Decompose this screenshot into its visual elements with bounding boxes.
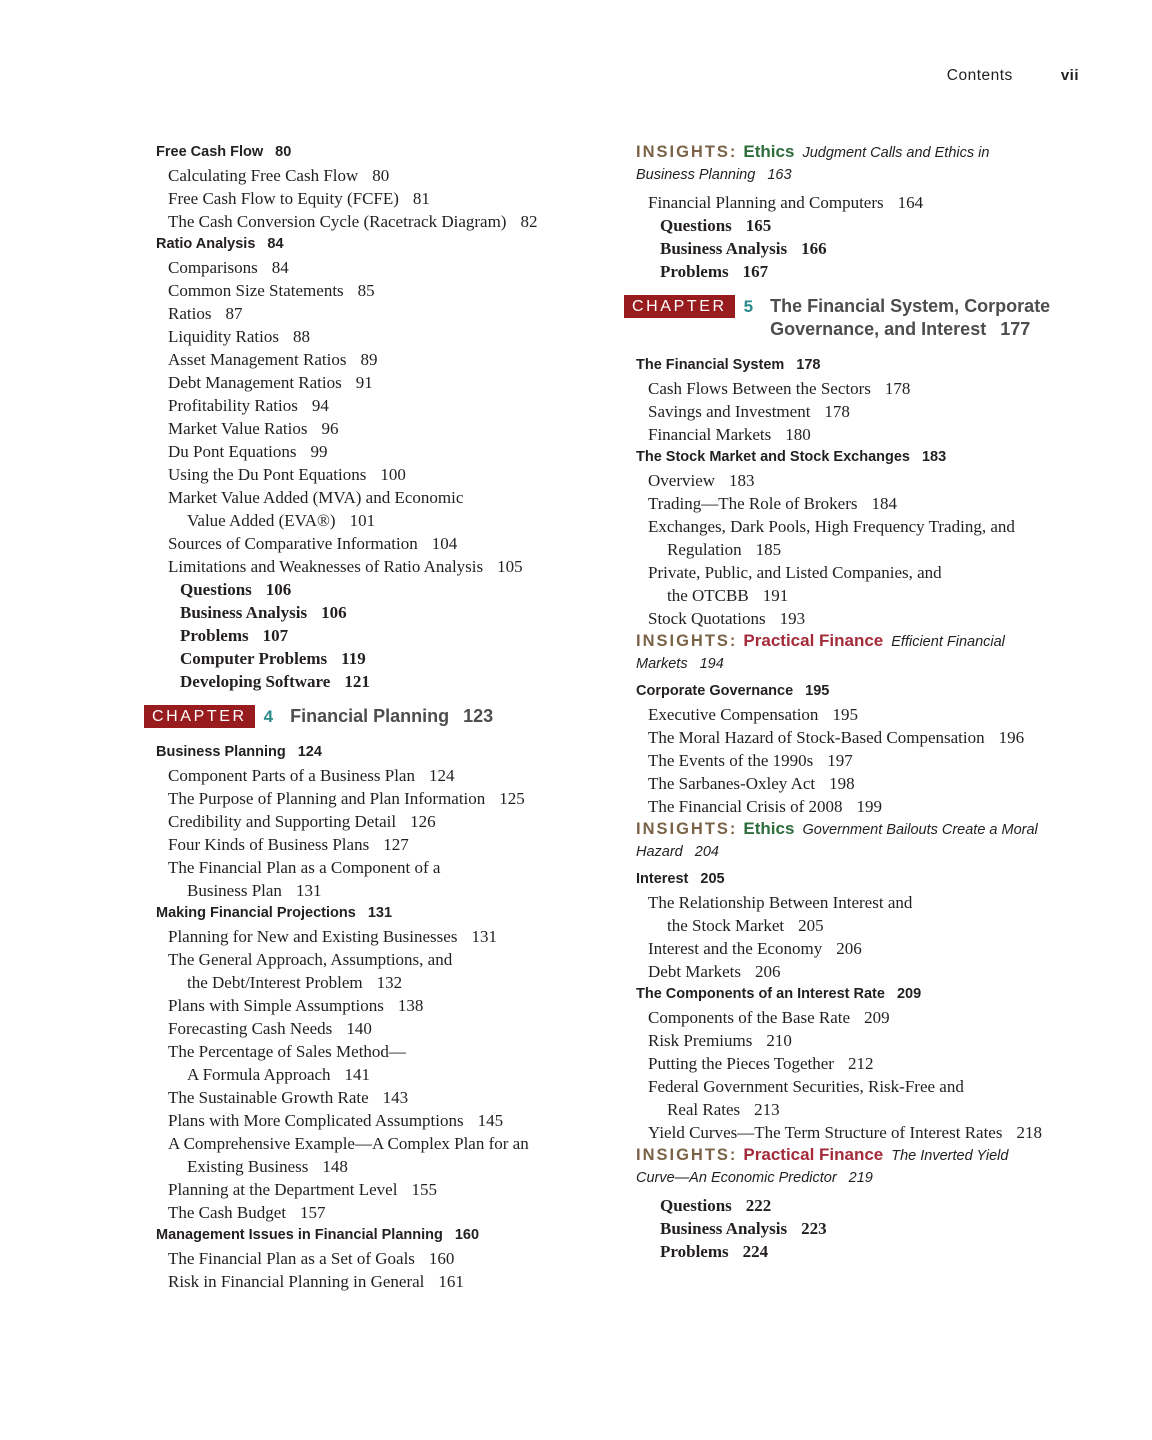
- chapter-page-number: 123: [463, 706, 494, 726]
- toc-page-number: 100: [380, 465, 406, 484]
- toc-subsection-entry: [636, 377, 1086, 400]
- toc-entry-title: Corporate Governance: [636, 683, 794, 699]
- toc-entry-title: Market Value Ratios: [168, 419, 308, 438]
- toc-entry-title: The Purpose of Planning and Plan Information: [168, 789, 486, 808]
- toc-page-number: 105: [497, 557, 523, 576]
- toc-entry-title: Free Cash Flow: [156, 144, 264, 160]
- toc-page-number: 141: [344, 1065, 371, 1084]
- toc-subsection-entry: [636, 703, 1086, 726]
- toc-entry-title: Credibility and Supporting Detail: [168, 812, 397, 831]
- toc-page-number: 89: [360, 350, 378, 369]
- toc-section-entry: [156, 902, 596, 925]
- toc-subsection-entry: [636, 795, 1086, 818]
- toc-subsection-entry: [156, 948, 596, 971]
- insights-label: INSIGHTS:: [636, 820, 738, 838]
- toc-page-number: 210: [766, 1031, 792, 1050]
- toc-page-number: 198: [829, 774, 855, 793]
- toc-entry-title: The Stock Market and Stock Exchanges: [636, 449, 910, 465]
- toc-entry-title: Planning at the Department Level: [168, 1180, 398, 1199]
- toc-entry-title: The Relationship Between Interest and: [648, 893, 913, 912]
- toc-page-number: 164: [897, 193, 924, 212]
- insights-label: INSIGHTS:: [636, 1146, 738, 1164]
- page-number: vii: [1060, 67, 1079, 84]
- toc-subsection-entry: [636, 726, 1086, 749]
- insights-topic: Ethics: [743, 819, 795, 838]
- chapter-number: 5: [743, 297, 754, 316]
- toc-page-number: 205: [798, 916, 824, 935]
- chapter-label: CHAPTER: [624, 295, 735, 318]
- toc-entry-title: Regulation: [667, 540, 742, 559]
- toc-page-number: 193: [779, 609, 806, 628]
- toc-entry-title: the OTCBB: [667, 586, 749, 605]
- toc-entry-title: Profitability Ratios: [168, 396, 298, 415]
- toc-entry-continuation: [156, 879, 596, 902]
- toc-entry-continuation: [156, 509, 596, 532]
- toc-section-entry: [156, 1224, 596, 1247]
- toc-page-number: 124: [297, 744, 322, 760]
- toc-entry-title: the Debt/Interest Problem: [187, 973, 363, 992]
- toc-entry-title: Computer Problems: [180, 649, 328, 668]
- toc-entry-title: Plans with More Complicated Assumptions: [168, 1111, 464, 1130]
- toc-entry-title: Asset Management Ratios: [168, 350, 347, 369]
- toc-entry-title: Forecasting Cash Needs: [168, 1019, 333, 1038]
- toc-page-number: 94: [311, 396, 329, 415]
- toc-entry-title: The Financial Plan as a Component of a: [168, 858, 441, 877]
- toc-subsection-entry: [156, 371, 596, 394]
- toc-subsection-entry: [636, 607, 1086, 630]
- toc-entry-title: Interest and the Economy: [648, 939, 823, 958]
- toc-entry-title: Problems: [660, 262, 729, 281]
- toc-end-matter-entry: [156, 624, 596, 647]
- toc-section-entry: [156, 141, 596, 164]
- toc-entry-title: Debt Management Ratios: [168, 373, 342, 392]
- toc-section-entry: [636, 868, 1086, 891]
- toc-page-number: 132: [376, 973, 403, 992]
- running-head-title: Contents: [946, 67, 1013, 84]
- toc-page-number: 183: [729, 471, 755, 490]
- toc-entry-title: the Stock Market: [667, 916, 785, 935]
- toc-page-number: 195: [832, 705, 858, 724]
- toc-page-number: 195: [805, 683, 830, 699]
- toc-subsection-entry: [156, 1040, 596, 1063]
- toc-subsection-entry: [156, 210, 596, 233]
- toc-page-number: 185: [755, 540, 782, 559]
- toc-entry-title: Free Cash Flow to Equity (FCFE): [168, 189, 399, 208]
- toc-entry-title: The Sarbanes-Oxley Act: [648, 774, 816, 793]
- toc-page-number: 106: [321, 603, 347, 622]
- toc-entry-title: Questions: [180, 580, 252, 599]
- toc-subsection-entry: [636, 1029, 1086, 1052]
- toc-subsection-entry: [156, 856, 596, 879]
- toc-page-number: 85: [357, 281, 375, 300]
- toc-entry-title: Business Analysis: [180, 603, 308, 622]
- toc-end-matter-entry: [636, 260, 1086, 283]
- toc-entry-continuation: [636, 538, 1086, 561]
- toc-entry-title: Risk in Financial Planning in General: [168, 1272, 425, 1291]
- toc-entry-title: Questions: [660, 216, 732, 235]
- insights-title-line2: [636, 844, 719, 860]
- toc-entry-title: The Events of the 1990s: [648, 751, 814, 770]
- toc-section-entry: [636, 446, 1086, 469]
- toc-subsection-entry: [636, 772, 1086, 795]
- toc-entry-title: Business Planning: [156, 744, 286, 760]
- toc-page-number: 143: [382, 1088, 409, 1107]
- toc-page-number: 180: [785, 425, 811, 444]
- chapter-heading: [624, 295, 1086, 341]
- toc-end-matter-entry: [636, 237, 1086, 260]
- toc-entry-title: Planning for New and Existing Businesses: [168, 927, 458, 946]
- toc-page-number: 178: [824, 402, 850, 421]
- toc-page-number: 167: [742, 262, 769, 281]
- toc-page-number: 131: [295, 881, 322, 900]
- toc-entry-title: Four Kinds of Business Plans: [168, 835, 370, 854]
- toc-entry-title: Making Financial Projections: [156, 905, 356, 921]
- toc-page-number: 87: [225, 304, 243, 323]
- running-head: [947, 67, 1079, 89]
- insights-title: Judgment Calls and Ethics in: [802, 145, 990, 161]
- toc-entry-title: Calculating Free Cash Flow: [168, 166, 359, 185]
- chapter-title-text-line2: Governance, and Interest: [770, 319, 987, 339]
- toc-entry-title: Business Plan: [187, 881, 282, 900]
- toc-subsection-entry: [636, 1006, 1086, 1029]
- toc-page-number: 184: [871, 494, 897, 513]
- toc-entry-title: Comparisons: [168, 258, 258, 277]
- toc-entry-title: Federal Government Securities, Risk-Free and: [648, 1077, 964, 1096]
- toc-subsection-entry: [156, 787, 596, 810]
- toc-page-number: 206: [836, 939, 862, 958]
- toc-entry-title: A Formula Approach: [187, 1065, 331, 1084]
- chapter-title-text: The Financial System, Corporate: [770, 296, 1051, 316]
- insights-topic: Practical Finance: [743, 1145, 884, 1164]
- insights-title: The Inverted Yield: [891, 1148, 1009, 1164]
- toc-entry-continuation: [156, 1155, 596, 1178]
- toc-subsection-entry: [156, 1201, 596, 1224]
- toc-page-number: 206: [755, 962, 781, 981]
- toc-entry-title: Questions: [660, 1196, 732, 1215]
- toc-entry-title: Exchanges, Dark Pools, High Frequency Trading, and: [648, 517, 1015, 536]
- toc-entry-title: Developing Software: [180, 672, 331, 691]
- toc-section-entry: [156, 233, 596, 256]
- insights-title-line2: [636, 656, 724, 672]
- toc-subsection-entry: [156, 302, 596, 325]
- insights-title-text: Markets: [636, 656, 688, 672]
- toc-page-number: 126: [410, 812, 436, 831]
- toc-entry-title: Existing Business: [187, 1157, 309, 1176]
- toc-subsection-entry: [156, 1086, 596, 1109]
- insights-label: INSIGHTS:: [636, 632, 738, 650]
- toc-subsection-entry: [636, 960, 1086, 983]
- toc-entry-title: The Financial System: [636, 357, 785, 373]
- toc-subsection-entry: [156, 833, 596, 856]
- toc-entry-continuation: [156, 1063, 596, 1086]
- toc-entry-title: Debt Markets: [648, 962, 742, 981]
- insights-box: [636, 630, 1086, 675]
- toc-subsection-entry: [156, 994, 596, 1017]
- toc-page-number: 101: [349, 511, 376, 530]
- toc-page-number: 178: [796, 357, 821, 373]
- toc-subsection-entry: [156, 1109, 596, 1132]
- toc-subsection-entry: [156, 164, 596, 187]
- toc-entry-continuation: [156, 971, 596, 994]
- toc-entry-title: The Cash Conversion Cycle (Racetrack Diagram): [168, 212, 507, 231]
- toc-entry-title: Savings and Investment: [648, 402, 811, 421]
- toc-subsection-entry: [636, 891, 1086, 914]
- toc-subsection-entry: [156, 764, 596, 787]
- toc-page-number: 218: [1016, 1123, 1042, 1142]
- toc-end-matter-entry: [636, 1240, 1086, 1263]
- toc-page-number: 161: [438, 1272, 464, 1291]
- insights-title: Government Bailouts Create a Moral: [802, 822, 1038, 838]
- insights-title-text: Hazard: [636, 844, 683, 860]
- toc-entry-title: Value Added (EVA®): [187, 511, 336, 530]
- insights-page-number: 204: [694, 844, 719, 860]
- toc-entry-title: Executive Compensation: [648, 705, 819, 724]
- insights-title-text: Business Planning: [636, 167, 756, 183]
- toc-entry-title: Trading—The Role of Brokers: [648, 494, 858, 513]
- toc-subsection-entry: [636, 1052, 1086, 1075]
- toc-entry-title: The Components of an Interest Rate: [636, 986, 885, 1002]
- toc-entry-title: Common Size Statements: [168, 281, 344, 300]
- toc-entry-title: Yield Curves—The Term Structure of Interest Rates: [648, 1123, 1003, 1142]
- toc-entry-title: Limitations and Weaknesses of Ratio Analysis: [168, 557, 484, 576]
- toc-page-number: 196: [998, 728, 1025, 747]
- chapter-heading: [144, 705, 596, 728]
- toc-page-number: 160: [454, 1227, 480, 1243]
- toc-page-number: 197: [827, 751, 853, 770]
- toc-end-matter-entry: [636, 1217, 1086, 1240]
- toc-entry-title: A Comprehensive Example—A Complex Plan for an: [168, 1134, 529, 1153]
- toc-entry-title: Plans with Simple Assumptions: [168, 996, 384, 1015]
- toc-subsection-entry: [156, 1178, 596, 1201]
- toc-page-number: 166: [801, 239, 827, 258]
- toc-page-number: 104: [431, 534, 458, 553]
- toc-end-matter-entry: [156, 670, 596, 693]
- toc-entry-title: Risk Premiums: [648, 1031, 753, 1050]
- toc-entry-continuation: [636, 914, 1086, 937]
- toc-subsection-entry: [636, 561, 1086, 584]
- toc-section-entry: [636, 983, 1086, 1006]
- toc-page-number: 183: [921, 449, 947, 465]
- toc-section-entry: [156, 741, 596, 764]
- toc-entry-continuation: [636, 1098, 1086, 1121]
- toc-entry-title: The Moral Hazard of Stock-Based Compensation: [648, 728, 985, 747]
- toc-page-number: 125: [499, 789, 525, 808]
- toc-subsection-entry: [636, 469, 1086, 492]
- insights-box: [636, 1144, 1086, 1189]
- toc-end-matter-entry: [156, 601, 596, 624]
- toc-subsection-entry: [156, 555, 596, 578]
- toc-entry-title: Overview: [648, 471, 716, 490]
- toc-column-right: [632, 141, 1086, 1263]
- toc-entry-title: Real Rates: [667, 1100, 741, 1119]
- toc-page-number: 213: [754, 1100, 780, 1119]
- toc-subsection-entry: [636, 749, 1086, 772]
- toc-subsection-entry: [156, 279, 596, 302]
- toc-page-number: 155: [411, 1180, 437, 1199]
- toc-entry-title: Interest: [636, 871, 689, 887]
- insights-topic: Ethics: [743, 142, 795, 161]
- toc-subsection-entry: [156, 440, 596, 463]
- toc-page-number: 209: [896, 986, 922, 1002]
- toc-subsection-entry: [156, 925, 596, 948]
- toc-entry-continuation: [636, 584, 1086, 607]
- toc-subsection-entry: [636, 191, 1086, 214]
- toc-entry-title: Financial Markets: [648, 425, 772, 444]
- insights-topic: Practical Finance: [743, 631, 884, 650]
- toc-page-number: 96: [321, 419, 339, 438]
- insights-title-line2: [636, 167, 792, 183]
- insights-title: Efficient Financial: [891, 634, 1005, 650]
- toc-entry-title: The Financial Plan as a Set of Goals: [168, 1249, 415, 1268]
- toc-entry-title: The Cash Budget: [168, 1203, 287, 1222]
- toc-subsection-entry: [636, 400, 1086, 423]
- toc-entry-title: The Percentage of Sales Method—: [168, 1042, 406, 1061]
- toc-page-number: 212: [847, 1054, 874, 1073]
- toc-section-entry: [636, 680, 1086, 703]
- insights-page-number: 163: [767, 167, 792, 183]
- toc-page-number: 127: [383, 835, 409, 854]
- toc-page-number: 138: [397, 996, 424, 1015]
- toc-entry-title: Business Analysis: [660, 1219, 788, 1238]
- toc-entry-title: Ratios: [168, 304, 212, 323]
- toc-page-number: 82: [520, 212, 538, 231]
- toc-subsection-entry: [156, 810, 596, 833]
- toc-entry-title: Market Value Added (MVA) and Economic: [168, 488, 464, 507]
- toc-end-matter-entry: [156, 578, 596, 601]
- toc-entry-title: Problems: [660, 1242, 729, 1261]
- toc-page-number: 107: [262, 626, 289, 645]
- chapter-page-number: 177: [1000, 319, 1031, 339]
- insights-title-line2: [636, 1170, 873, 1186]
- toc-entry-title: Cash Flows Between the Sectors: [648, 379, 871, 398]
- toc-page-number: 84: [271, 258, 289, 277]
- toc-page-number: 165: [745, 216, 772, 235]
- toc-subsection-entry: [156, 486, 596, 509]
- toc-subsection-entry: [156, 1017, 596, 1040]
- toc-entry-title: Ratio Analysis: [156, 236, 256, 252]
- chapter-number: 4: [263, 707, 274, 726]
- toc-subsection-entry: [156, 1132, 596, 1155]
- toc-page-number: 209: [864, 1008, 890, 1027]
- toc-page-number: 131: [471, 927, 497, 946]
- toc-subsection-entry: [156, 325, 596, 348]
- toc-page-number: 157: [300, 1203, 326, 1222]
- toc-entry-title: Sources of Comparative Information: [168, 534, 418, 553]
- toc-page-number: 160: [428, 1249, 455, 1268]
- toc-entry-title: Components of the Base Rate: [648, 1008, 851, 1027]
- toc-page-number: 178: [884, 379, 911, 398]
- toc-page-number: 199: [856, 797, 883, 816]
- toc-entry-title: The General Approach, Assumptions, and: [168, 950, 453, 969]
- toc-entry-title: Du Pont Equations: [168, 442, 297, 461]
- toc-subsection-entry: [156, 463, 596, 486]
- toc-subsection-entry: [156, 348, 596, 371]
- insights-label: INSIGHTS:: [636, 143, 738, 161]
- toc-page-number: 119: [341, 649, 366, 668]
- toc-page-number: 124: [428, 766, 455, 785]
- toc-subsection-entry: [156, 1270, 596, 1293]
- toc-entry-title: Private, Public, and Listed Companies, and: [648, 563, 942, 582]
- toc-entry-title: The Sustainable Growth Rate: [168, 1088, 369, 1107]
- toc-entry-title: The Financial Crisis of 2008: [648, 797, 843, 816]
- toc-subsection-entry: [636, 937, 1086, 960]
- insights-box: [636, 141, 1086, 186]
- toc-entry-title: Business Analysis: [660, 239, 788, 258]
- toc-section-entry: [636, 354, 1086, 377]
- insights-page-number: 194: [699, 656, 724, 672]
- toc-page-number: 80: [372, 166, 390, 185]
- toc-end-matter-entry: [636, 214, 1086, 237]
- chapter-title: [770, 295, 1050, 341]
- toc-page-number: 140: [346, 1019, 372, 1038]
- toc-column-left: [152, 141, 596, 1293]
- toc-page-number: 224: [742, 1242, 769, 1261]
- insights-page-number: 219: [848, 1170, 873, 1186]
- toc-page-number: 80: [275, 144, 292, 160]
- toc-entry-title: Component Parts of a Business Plan: [168, 766, 415, 785]
- chapter-title-text: Financial Planning: [290, 706, 450, 726]
- toc-page-number: 106: [265, 580, 292, 599]
- toc-subsection-entry: [156, 256, 596, 279]
- toc-page-number: 205: [700, 871, 725, 887]
- toc-page-number: 191: [762, 586, 789, 605]
- toc-subsection-entry: [156, 394, 596, 417]
- toc-subsection-entry: [636, 423, 1086, 446]
- toc-page-number: 91: [355, 373, 373, 392]
- toc-page-number: 148: [322, 1157, 348, 1176]
- toc-subsection-entry: [156, 1247, 596, 1270]
- toc-entry-title: Financial Planning and Computers: [648, 193, 884, 212]
- toc-entry-title: Using the Du Pont Equations: [168, 465, 367, 484]
- toc-page-number: 84: [267, 236, 284, 252]
- chapter-title: [290, 705, 493, 728]
- toc-end-matter-entry: [156, 647, 596, 670]
- chapter-label: CHAPTER: [144, 705, 255, 728]
- toc-subsection-entry: [156, 532, 596, 555]
- toc-entry-title: Putting the Pieces Together: [648, 1054, 834, 1073]
- insights-title-text: Curve—An Economic Predictor: [636, 1170, 837, 1186]
- toc-entry-title: Problems: [180, 626, 249, 645]
- toc-page-number: 222: [745, 1196, 772, 1215]
- toc-page-number: 145: [477, 1111, 504, 1130]
- toc-entry-title: Liquidity Ratios: [168, 327, 279, 346]
- toc-subsection-entry: [636, 1121, 1086, 1144]
- toc-page-number: 121: [344, 672, 370, 691]
- insights-box: [636, 818, 1086, 863]
- toc-entry-title: Stock Quotations: [648, 609, 766, 628]
- toc-entry-title: Management Issues in Financial Planning: [156, 1227, 443, 1243]
- toc-page-number: 223: [801, 1219, 827, 1238]
- toc-page-number: 88: [292, 327, 310, 346]
- toc-page-number: 81: [412, 189, 430, 208]
- toc-page-number: 99: [310, 442, 328, 461]
- toc-subsection-entry: [156, 417, 596, 440]
- toc-page-number: 131: [367, 905, 393, 921]
- toc-subsection-entry: [156, 187, 596, 210]
- toc-end-matter-entry: [636, 1194, 1086, 1217]
- toc-subsection-entry: [636, 492, 1086, 515]
- toc-subsection-entry: [636, 1075, 1086, 1098]
- toc-subsection-entry: [636, 515, 1086, 538]
